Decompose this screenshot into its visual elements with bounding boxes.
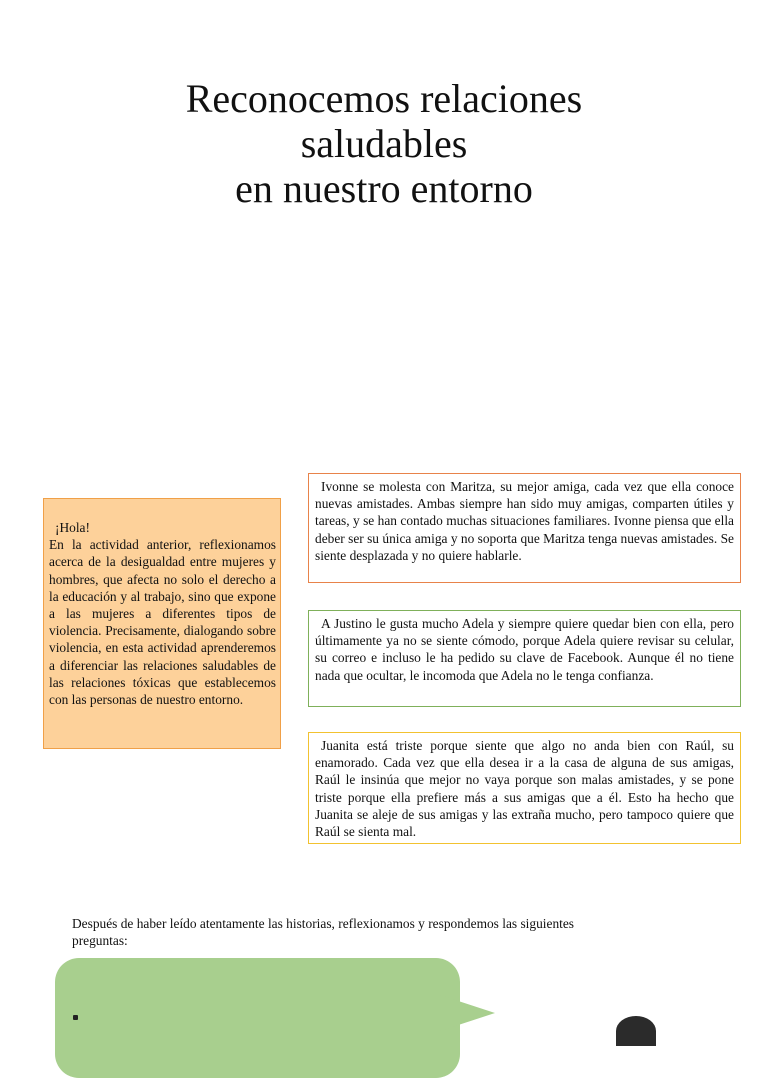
story-box-justino [308,610,741,707]
intro-text: En la actividad anterior, reflexionamos acerca de la desigualdad entre mujeres y hombres, que afecta no solo el derecho a la educación y al trabajo, sino que expone a las mujeres a diferentes tipos de violencia. Precisamente, dialogando sobre violencia, en esta actividad aprenderemos a diferenciar las relaciones saludables de las relaciones tóxicas que establecemos con las personas de nuestro entorno. [49,537,276,708]
page-title [84,76,684,211]
story-box-ivonne [308,473,741,583]
intro-box [43,498,281,749]
character-illustration [616,1016,656,1046]
story-box-juanita [308,732,741,844]
speech-bubble [55,958,460,1078]
title-line-2: saludables [300,121,468,166]
bullet-mark [73,1015,78,1020]
questions-prompt: Después de haber leído atentamente las historias, reflexionamos y respondemos las siguientes preguntas: [72,916,575,948]
title-line-1: Reconocemos relaciones [185,76,583,121]
story-text: A Justino le gusta mucho Adela y siempre quiere quedar bien con ella, pero últimamente ya no se siente cómodo, porque Adela quiere revisar su celular, su correo e incluso le ha pedido su clave de Facebook. Aunque él no tiene nada que ocultar, le incomoda que Adela no le tenga confianza. [315,616,734,683]
title-line-3: en nuestro entorno [235,166,533,211]
intro-greeting: ¡Hola! [55,520,90,535]
story-text: Juanita está triste porque siente que algo no anda bien con Raúl, su enamorado. Cada vez que ella desea ir a la casa de alguna de sus amigas, Raúl le insinúa que mejor no vaya porque son malas amistades, y se pone triste porque ella prefiere más a sus amigas que a él. Esto ha hecho que Juanita se aleje de sus amigas y las extraña mucho, pero tampoco quiere que Raúl se sienta mal. [315,738,734,840]
speech-bubble-tail [440,995,495,1031]
story-text: Ivonne se molesta con Maritza, su mejor amiga, cada vez que ella conoce nuevas amistades. Ambas siempre han sido muy amigas, comparten útiles y tareas, y se han contado muchas situaciones familiares. Ivonne piensa que ella deber ser su única amiga y no soporta que Maritza tenga nuevas amistades. Se siente desplazada y no quiere hablarle. [315,479,734,563]
